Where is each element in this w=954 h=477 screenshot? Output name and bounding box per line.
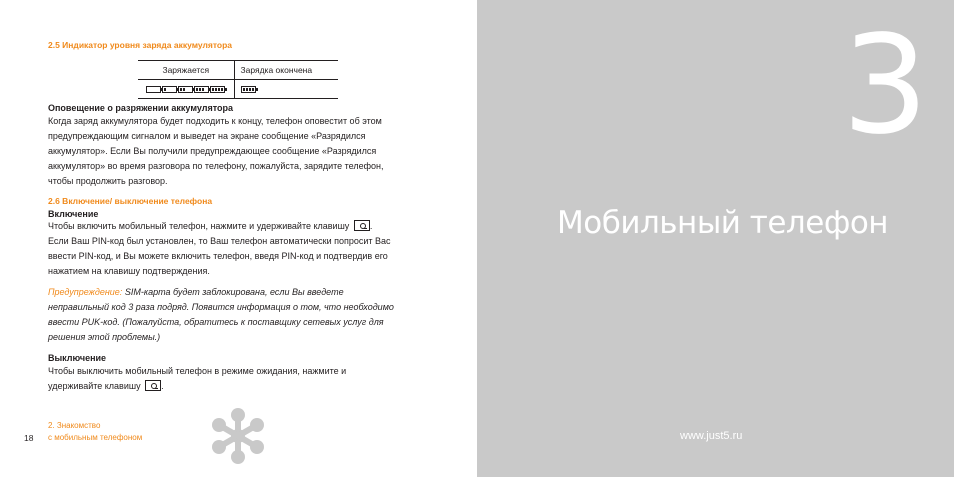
flower-logo-icon bbox=[207, 405, 269, 467]
battery-bar bbox=[202, 88, 204, 91]
battery-bar bbox=[199, 88, 201, 91]
text-line: аккумулятор». Если Вы получили предупреждающее сообщение «Разрядился bbox=[48, 146, 377, 156]
text-line: Если Ваш PIN-код был установлен, то Ваш телефон автоматически попросит Вас bbox=[48, 236, 391, 246]
warning-line-text: SIM-карта будет заблокирована, если Вы введете bbox=[124, 287, 344, 297]
low-battery-paragraph bbox=[48, 114, 448, 189]
low-battery-heading: Оповещение о разряжении аккумулятора bbox=[48, 103, 233, 113]
power-off-line-text: удерживайте клавишу bbox=[48, 381, 141, 391]
battery-level-icon bbox=[178, 86, 193, 93]
battery-bar bbox=[249, 88, 251, 91]
text-line: решения этой проблемы.) bbox=[48, 332, 161, 342]
text-line: нажатием на клавишу подтверждения. bbox=[48, 266, 210, 276]
charging-icons-cell bbox=[138, 80, 234, 99]
page-number: 18 bbox=[24, 433, 34, 443]
section-2-5-title: 2.5 Индикатор уровня заряда аккумулятора bbox=[48, 40, 233, 50]
battery-bar bbox=[183, 88, 185, 91]
charged-icon-cell bbox=[234, 80, 338, 99]
table-header-charged: Зарядка окончена bbox=[234, 61, 338, 80]
website-link[interactable]: www.just5.ru bbox=[680, 430, 743, 442]
table-header-charging: Заряжается bbox=[138, 61, 234, 80]
battery-bar bbox=[215, 88, 217, 91]
battery-bar bbox=[180, 88, 182, 91]
power-key-icon bbox=[354, 220, 370, 231]
battery-indicator-table bbox=[138, 60, 338, 99]
text-line: Чтобы выключить мобильный телефон в режиме ожидания, нажмите и bbox=[48, 366, 347, 376]
power-key-icon bbox=[145, 380, 161, 391]
warning-paragraph bbox=[48, 285, 448, 345]
footer-line: 2. Знакомство bbox=[48, 421, 101, 430]
section-2-6-title: 2.6 Включение/ выключение телефона bbox=[48, 196, 213, 206]
battery-bar bbox=[218, 88, 220, 91]
battery-bar bbox=[252, 88, 254, 91]
text-line: Чтобы включить мобильный телефон, нажмите и удерживайте клавишу . bbox=[48, 221, 373, 231]
text-line: ввести PIN-код, и Вы можете включить телефон, введя PIN-код и подтвердив его bbox=[48, 251, 388, 261]
text-line: чтобы продолжить разговор. bbox=[48, 176, 168, 186]
warning-label: Предупреждение: bbox=[48, 287, 123, 297]
footer-line: с мобильным телефоном bbox=[48, 433, 143, 442]
text-line: неправильный код 3 раза подряд. Появится информация о том, что необходимо bbox=[48, 302, 394, 312]
power-on-line-text: Чтобы включить мобильный телефон, нажмите и удерживайте клавишу bbox=[48, 221, 350, 231]
text-line: Когда заряд аккумулятора будет подходить к концу, телефон оповестит об этом bbox=[48, 116, 382, 126]
battery-full-icon bbox=[241, 86, 256, 93]
power-off-paragraph bbox=[48, 364, 448, 394]
text-line: предупреждающим сигналом и выведет на экране сообщение «Разрядился bbox=[48, 131, 366, 141]
battery-level-icon bbox=[146, 86, 161, 93]
text-line: ввести PUK-код. (Пожалуйста, обратитесь к поставщику сетевых услуг для bbox=[48, 317, 384, 327]
battery-bar bbox=[196, 88, 198, 91]
chapter-title: Мобильный телефон bbox=[557, 205, 889, 241]
battery-level-icon bbox=[162, 86, 177, 93]
battery-level-icon bbox=[194, 86, 209, 93]
text-line: аккумулятор» во время разговора по телефону, пожалуйста, зарядите телефон, bbox=[48, 161, 384, 171]
power-on-paragraph bbox=[48, 219, 448, 279]
power-on-heading: Включение bbox=[48, 209, 99, 219]
battery-level-icon bbox=[210, 86, 225, 93]
battery-bar bbox=[164, 88, 166, 91]
battery-bar bbox=[221, 88, 223, 91]
footer-section-label bbox=[48, 420, 142, 444]
text-line bbox=[48, 285, 448, 300]
power-off-heading: Выключение bbox=[48, 353, 107, 363]
battery-bar bbox=[246, 88, 248, 91]
battery-bar bbox=[243, 88, 245, 91]
text-line: удерживайте клавишу . bbox=[48, 381, 164, 391]
battery-bar bbox=[212, 88, 214, 91]
right-page bbox=[477, 0, 954, 477]
chapter-number: 3 bbox=[842, 7, 929, 165]
